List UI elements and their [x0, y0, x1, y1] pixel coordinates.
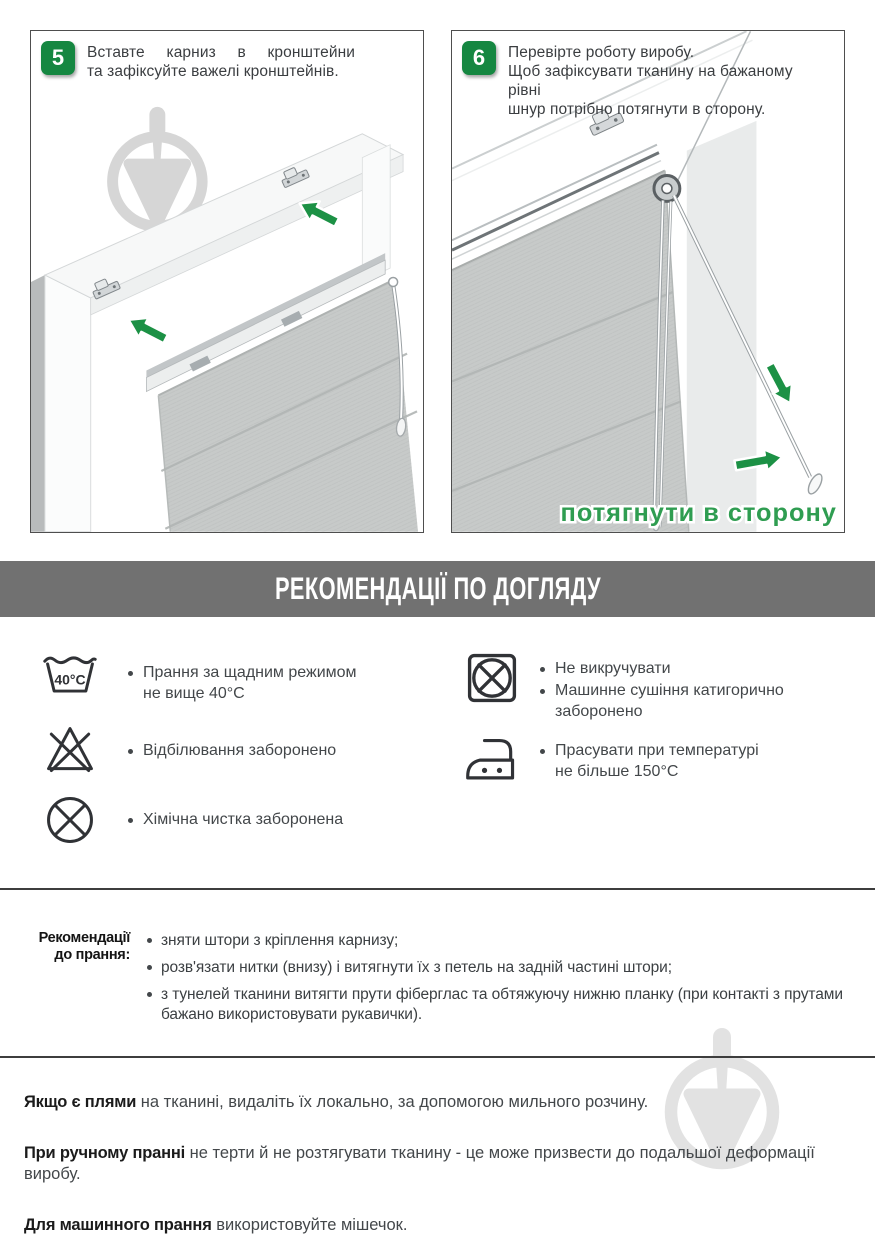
care-item-machine-dry — [540, 681, 784, 722]
bullet-dot — [147, 965, 152, 970]
arrow-icon — [124, 310, 171, 348]
note-machine-wash: Для машинного прання використовуйте мішечок. — [24, 1216, 408, 1234]
bullet-dot — [540, 667, 545, 672]
care-recommendations-banner — [0, 561, 875, 617]
care-item-bleach — [128, 741, 336, 762]
care-item-wring — [540, 659, 671, 680]
step-6-line-3: шнур потрібно потягнути в сторону. — [508, 101, 766, 118]
care-item-iron — [540, 741, 759, 782]
bleach-prohibited-icon — [42, 722, 98, 778]
step-5-illustration — [31, 31, 423, 532]
bullet-dot — [147, 938, 152, 943]
bullet-dot — [540, 749, 545, 754]
iron-150-icon — [464, 734, 520, 790]
step-number-badge: 5 — [41, 41, 75, 75]
care-wash-text: Прання за щадним режимом не вище 40°С — [143, 664, 357, 702]
roman-shade-drawing — [146, 253, 418, 532]
care-banner-title: РЕКОМЕНДАЦІЇ ПО ДОГЛЯДУ — [274, 571, 601, 606]
step-5-panel — [30, 30, 424, 533]
tumble-dry-prohibited-icon — [464, 650, 520, 706]
bullet-dot — [147, 992, 152, 997]
note-stains: Якщо є плями на тканині, видаліть їх локально, за допомогою мильного розчину. — [24, 1093, 649, 1111]
step-6-line-1: Перевірте роботу виробу. — [508, 44, 695, 61]
wash-40-icon — [42, 650, 98, 706]
wash-temp-label: 40°C — [54, 671, 86, 688]
bullet-dot — [128, 818, 133, 823]
care-item-wash — [128, 663, 357, 704]
care-wring-text: Не викручувати — [555, 660, 671, 677]
step-5-line-1: Вставте карниз в кронштейни — [87, 44, 355, 61]
washing-bullet-3: з тунелей тканини витягти прути фіберглас та обтяжуючу нижню планку (при контакті з прутами бажано використовувати рукавички). — [147, 985, 859, 1025]
washing-recommendations-label: Рекомендації до прання: — [38, 930, 130, 963]
care-dry-clean-text: Хімічна чистка заборонена — [143, 811, 344, 828]
care-machine-dry-text: Машинне сушіння катигорично заборонено — [555, 682, 784, 720]
step-6-panel — [451, 30, 845, 533]
step-6-text — [508, 41, 808, 119]
washing-bullet-2: розв'язати нитки (внизу) і витягнути їх з петель на задній частині штори; — [147, 958, 859, 978]
divider — [0, 888, 875, 890]
bullet-dot — [128, 749, 133, 754]
dry-clean-prohibited-icon — [42, 792, 98, 848]
divider — [0, 1056, 875, 1058]
washing-bullet-1: зняти штори з кріплення карнизу; — [147, 931, 859, 951]
step-number-badge: 6 — [462, 41, 496, 75]
trowel-logo-watermark — [113, 107, 203, 226]
step-6-line-2: Щоб зафіксувати тканину на бажаному рівні — [508, 63, 793, 99]
bullet-dot — [540, 689, 545, 694]
care-bleach-text: Відбілювання заборонено — [143, 742, 337, 759]
step-5-line-2: та зафіксуйте важелі кронштейнів. — [87, 63, 339, 80]
care-iron-text: Прасувати при температурі не більше 150°С — [555, 742, 759, 780]
pull-aside-annotation: потягнути в сторону — [560, 498, 837, 527]
step-5-text — [87, 41, 387, 81]
note-hand-wash: При ручному пранні не терти й не розтягувати тканину - це може призвести до подальшої деформації виробу. — [24, 1144, 815, 1183]
care-item-dry-clean — [128, 810, 343, 831]
bullet-dot — [128, 671, 133, 676]
